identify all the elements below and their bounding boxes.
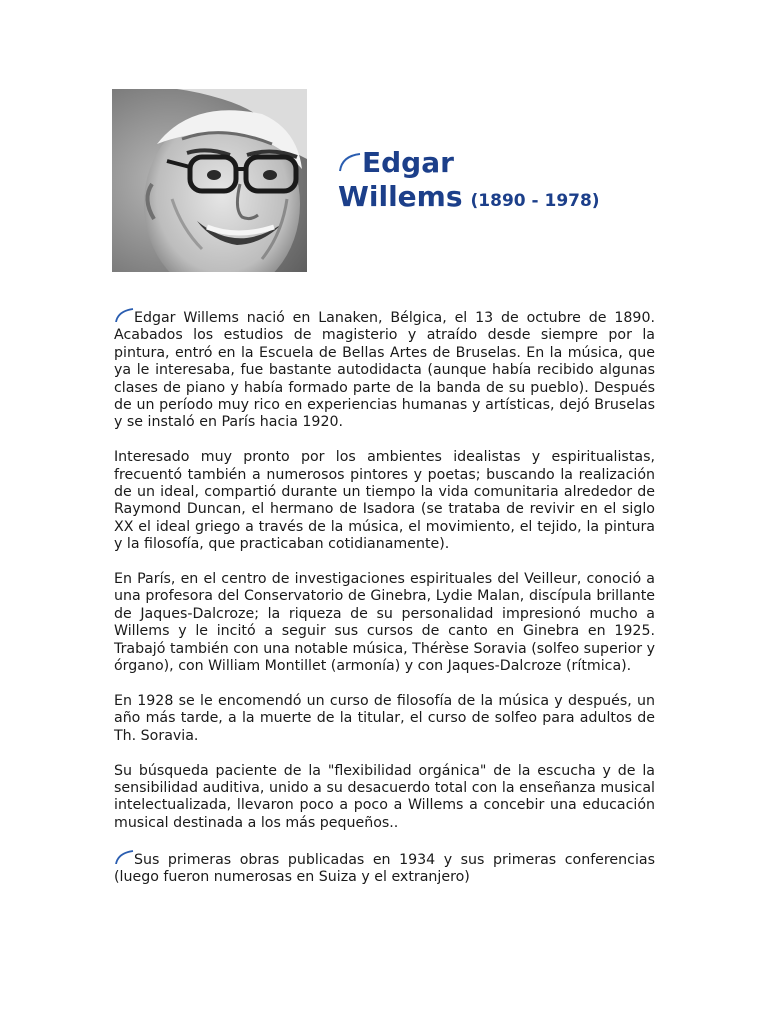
paragraph: Su búsqueda paciente de la "flexibilidad orgánica" de la escucha y de la sensibilidad auditiva, unido a su desacuerdo total con la enseñanza musical intelectualizada, llevaron poco a poco a Willems a concebir una educación musical destinada a los más pequeños.. — [114, 762, 655, 831]
paragraph: En 1928 se le encomendó un curso de filosofía de la música y después, un año más tarde, a la muerte de la titular, el curso de solfeo para adultos de Th. Soravia. — [114, 692, 655, 744]
life-years: (1890 - 1978) — [470, 191, 600, 211]
paragraph-text: Sus primeras obras publicadas en 1934 y sus primeras conferencias (luego fueron numerosas en Suiza y el extranjero) — [114, 851, 655, 885]
paragraph: Interesado muy pronto por los ambientes idealistas y espiritualistas, frecuentó también a numerosos pintores y poetas; buscando la realización de un ideal, compartió durante un tiempo la vida comunitaria alrededor de Raymond Duncan, el hermano de Isadora (se trataba de revivir en el siglo XX el ideal griego a través de la música, el movimiento, el tejido, la pintura y la filosofía, que practicaban cotidianamente). — [114, 449, 655, 553]
paragraph: En París, en el centro de investigaciones espirituales del Veilleur, conoció a una profesora del Conservatorio de Ginebra, Lydie Malan, discípula brillante de Jaques-Dalcroze; la riqueza de su personalidad impresionó mucho a Willems y le incitó a seguir sus cursos de canto en Ginebra en 1925. Trabajó también con una notable música, Thérèse Soravia (solfeo superior y órgano), con William Montillet (armonía) y con Jaques-Dalcroze (rítmica). — [114, 571, 655, 675]
last-name: Willems — [338, 180, 463, 213]
swoosh-icon — [114, 850, 134, 864]
title-block — [338, 146, 600, 218]
paragraph — [114, 850, 655, 887]
paragraph — [114, 308, 655, 432]
portrait-photo — [112, 89, 307, 272]
title-first-line — [338, 146, 600, 180]
paragraph-text: Edgar Willems nació en Lanaken, Bélgica, el 13 de octubre de 1890. Acabados los estudios de magisterio y atraído desde siempre por la pintura, entró en la Escuela de Bellas Artes de Bruselas. En la música, que ya le interesaba, fue bastante autodidacta (aunque había recibido algunas clases de piano y había formado parte de la banda de su pueblo). Después de un período muy rico en experiencias humanas y artísticas, dejó Bruselas y se instaló en París hacia 1920. — [114, 310, 655, 431]
swoosh-icon — [114, 308, 134, 322]
portrait-illustration — [112, 89, 307, 272]
first-name: Edgar — [362, 146, 454, 179]
title-second-line — [338, 180, 600, 218]
swoosh-icon — [338, 152, 362, 172]
biography-text — [114, 308, 655, 904]
